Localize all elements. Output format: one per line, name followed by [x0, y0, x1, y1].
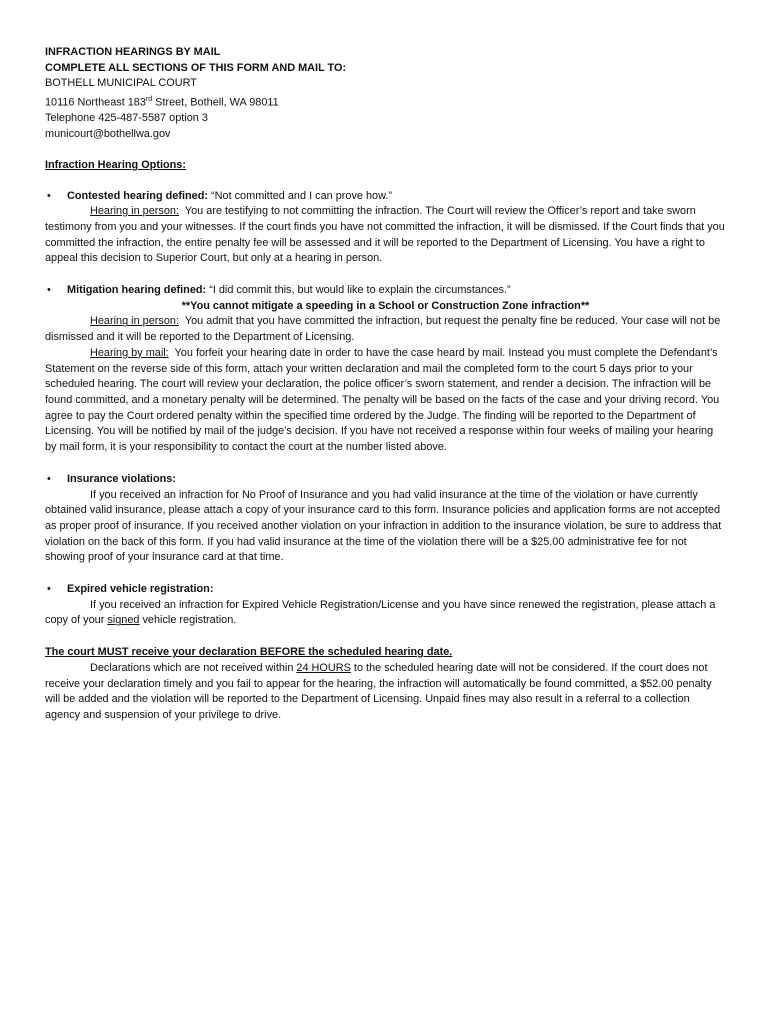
document-body — [45, 45, 726, 724]
mitigation-in-person-label: Hearing in person: — [90, 315, 179, 328]
options-heading: Infraction Hearing Options: — [45, 158, 186, 171]
address-part-1: 10116 Northeast 183 — [45, 96, 146, 109]
deadline-text-2: to the scheduled hearing date will not be considered. If the court does not receive your declaration timely and you fail to appear for the hearing, the infraction will automatically be found committed, a $52.00 penalty will be added and the violation will be reported to the Department of Licensing. Unpaid fines may also result in a referral to a collection agency and suspension of your privilege to drive. — [45, 661, 712, 721]
insurance-label: Insurance violations: — [67, 472, 176, 485]
deadline-heading: The court MUST receive your declaration BEFORE the scheduled hearing date. — [45, 646, 453, 659]
mitigation-section — [45, 283, 726, 456]
bullet-icon: • — [47, 284, 51, 297]
mitigation-in-person-text: You admit that you have committed the infraction, but request the penalty fine be reduced. Your case will not be dismissed and it will be reported to the Department of Licensing. — [45, 315, 721, 344]
bullet-icon: • — [47, 189, 51, 202]
contested-label: Contested hearing defined: — [67, 189, 208, 202]
address-superscript: rd — [145, 96, 153, 104]
registration-signed: signed — [107, 614, 140, 627]
deadline-text-1: Declarations which are not received within — [90, 661, 297, 674]
mail-instruction: COMPLETE ALL SECTIONS OF THIS FORM AND MAIL TO: — [45, 61, 347, 74]
mitigation-by-mail-text: You forfeit your hearing date in order to have the case heard by mail. Instead you must complete the Defendant’s Statement on the reverse side of this form, attach your written declaration and mail the completed form to the court 5 days prior to your scheduled hearing. The court will review your declaration, the police officer’s sworn statement, and render a decision. The infraction will be found committed, and a monetary penalty will be determined. The penalty will be based on the facts of the case and your driving record. You agree to pay the Court ordered penalty within the specified time ordered by the Judge. The finding will be reported to the Department of Licensing. You will be notified by mail of the judge’s decision. If you have not received a response within four weeks of mailing your hearing by mail form, it is your responsibility to contact the court at the number listed above. — [45, 346, 720, 454]
registration-text-2: vehicle registration. — [139, 614, 237, 627]
court-address — [45, 92, 726, 111]
court-email: municourt@bothellwa.gov — [45, 128, 171, 141]
bullet-icon: • — [47, 472, 51, 485]
insurance-section — [45, 472, 726, 566]
contested-in-person-text: You are testifying to not committing the infraction. The Court will review the Officer’s report and take sworn testimony from you and your witnesses. If the court finds you have not committed the infraction, it will be dismissed. If the Court finds that you committed the infraction, the entire penalty fee will be assessed and it will be reported to the Department of Licensing. You have a right to appeal this decision to Superior Court, but only at a hearing in person. — [45, 205, 725, 265]
registration-label: Expired vehicle registration: — [67, 583, 214, 596]
contested-section — [45, 189, 726, 268]
mitigation-by-mail-label: Hearing by mail: — [90, 346, 169, 359]
bullet-icon: • — [47, 583, 51, 596]
court-name: BOTHELL MUNICIPAL COURT — [45, 77, 197, 90]
form-title: INFRACTION HEARINGS BY MAIL — [45, 46, 221, 58]
mitigation-by-mail — [45, 346, 726, 456]
registration-text — [45, 598, 726, 629]
contested-in-person-label: Hearing in person: — [90, 205, 179, 218]
deadline-24-hours: 24 HOURS — [296, 661, 351, 674]
insurance-text: If you received an infraction for No Proof of Insurance and you had valid insurance at the time of the violation or have currently obtained valid insurance, please attach a copy of your insurance card to this form. Insurance policies and application forms are not accepted as proper proof of insurance. If you received another violation on your infraction in addition to the insurance violation, be sure to address that violation on the back of this form. If you had valid insurance at the time of the violation there will be a $25.00 administrative fee for not showing proof of your insurance card at that time. — [45, 488, 722, 564]
court-header — [45, 45, 726, 143]
mitigation-warning: **You cannot mitigate a speeding in a School or Construction Zone infraction** — [181, 299, 590, 312]
mitigation-quote: “I did commit this, but would like to explain the circumstances.” — [209, 284, 511, 297]
contested-quote: “Not committed and I can prove how.” — [211, 189, 393, 202]
mitigation-label: Mitigation hearing defined: — [67, 284, 207, 297]
registration-section — [45, 582, 726, 629]
registration-text-1: If you received an infraction for Expired Vehicle Registration/License and you have since renewed the registration, please attach a copy of your — [45, 598, 716, 627]
address-part-2: Street, Bothell, WA 98011 — [152, 96, 279, 109]
deadline-text — [45, 661, 726, 724]
deadline-section — [45, 645, 726, 724]
mitigation-in-person — [45, 314, 726, 345]
court-telephone: Telephone 425-487-5587 option 3 — [45, 112, 208, 125]
contested-in-person — [45, 204, 726, 267]
